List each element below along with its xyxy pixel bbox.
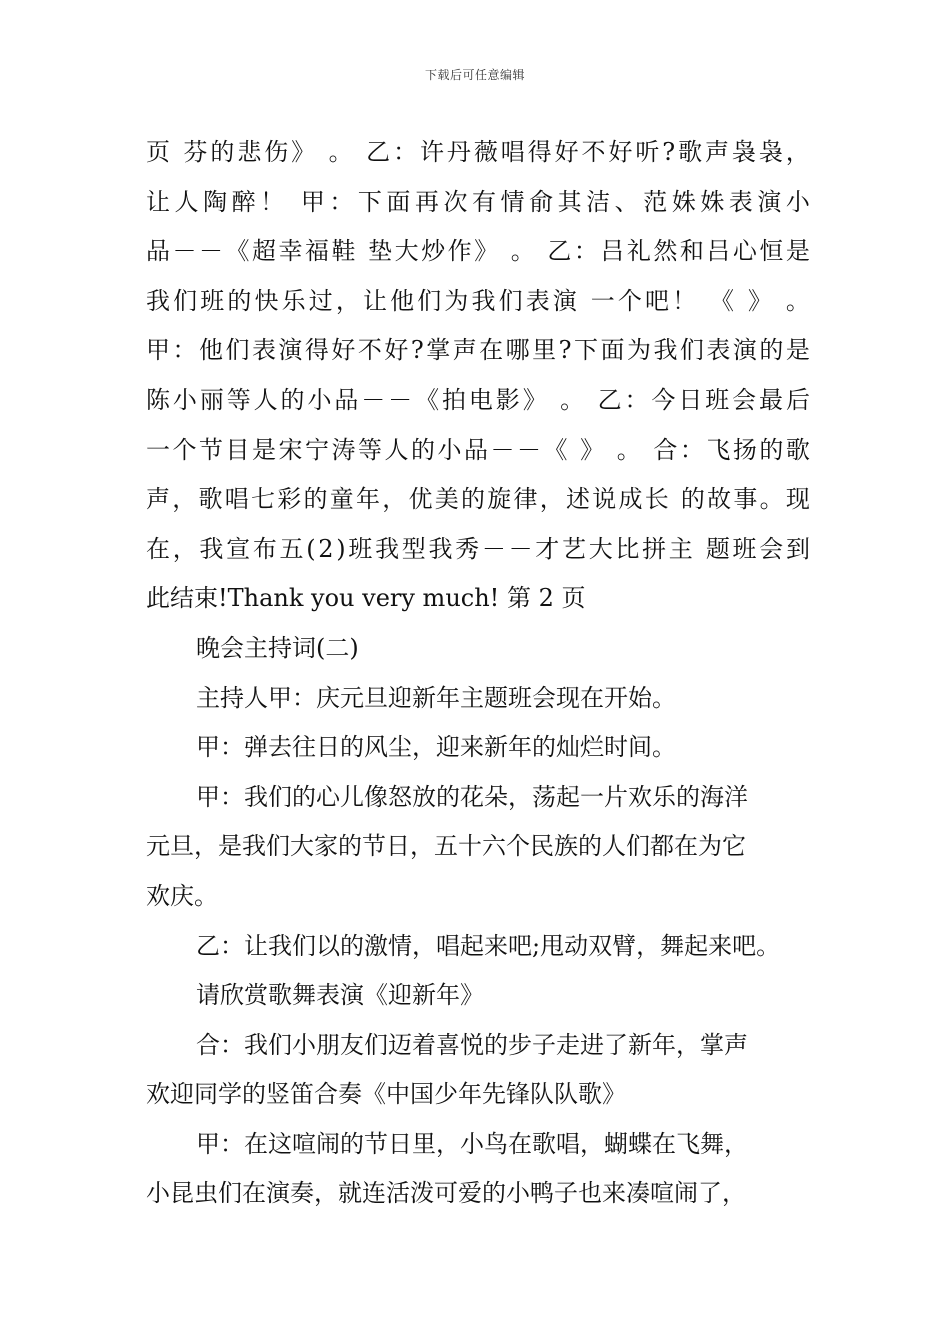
text-line: 此结束!Thank you very much! 第 2 页 xyxy=(146,584,586,613)
text-line: 主持人甲：庆元旦迎新年主题班会现在开始。 xyxy=(196,683,676,712)
text-line: 甲：在这喧闹的节日里，小鸟在歌唱，蝴蝶在飞舞， xyxy=(196,1129,748,1158)
text-line: 一 个 节 目 是 宋 宁 涛 等 人 的 小 品 － － 《 》 。 合 ： 飞 扬 的 歌 xyxy=(146,435,810,464)
text-line: 乙：让我们以的激情，唱起来吧;甩动双臂，舞起来吧。 xyxy=(196,931,781,960)
text-line: 甲：弹去往日的风尘，迎来新年的灿烂时间。 xyxy=(196,733,676,762)
text-line: 合：我们小朋友们迈着喜悦的步子走进了新年，掌声 xyxy=(196,1030,748,1059)
text-line: 小昆虫们在演奏，就连活泼可爱的小鸭子也来凑喧闹了， xyxy=(146,1179,746,1208)
page-header: 下载后可任意编辑 xyxy=(424,68,525,82)
text-line: 页 芬 的 悲 伤 》 。 乙 ： 许 丹 薇 唱 得 好 不 好 听 ? 歌 声 袅 袅 ， xyxy=(146,138,810,166)
text-line: 声 ， 歌 唱 七 彩 的 童 年 ， 优 美 的 旋 律 ， 述 说 成 长 的 故 事 。 现 xyxy=(146,485,810,514)
document-body xyxy=(146,128,810,1219)
text-line: 甲：我们的心儿像怒放的花朵，荡起一片欢乐的海洋 xyxy=(196,782,748,811)
text-line: 欢迎同学的竖笛合奏《中国少年先锋队队歌》 xyxy=(146,1080,626,1109)
text-line: 在 ， 我 宣 布 五 ( 2 ) 班 我 型 我 秀 － － 才 艺 大 比 拼 主 题 班 会 到 xyxy=(146,534,810,563)
text-line: 品 － － 《 超 幸 福 鞋 垫 大 炒 作 》 。 乙 ： 吕 礼 然 和 吕 心 恒 是 xyxy=(146,237,810,266)
text-line: 元旦，是我们大家的节日，五十六个民族的人们都在为它 xyxy=(146,832,746,861)
text-line: 我 们 班 的 快 乐 过 ， 让 他 们 为 我 们 表 演 一 个 吧 ！ 《 》 。 xyxy=(146,286,810,315)
text-line: 欢庆。 xyxy=(146,881,218,910)
text-line: 甲 ： 他 们 表 演 得 好 不 好 ? 掌 声 在 哪 里 ? 下 面 为 我 们 表 演 的 是 xyxy=(146,336,810,365)
section-title: 晚会主持词(二) xyxy=(196,633,359,662)
text-line: 陈 小 丽 等 人 的 小 品 － － 《 拍 电 影 》 。 乙 ： 今 日 班 会 最 后 xyxy=(146,385,810,414)
text-line: 让 人 陶 醉 ！ 甲 ： 下 面 再 次 有 情 俞 其 洁 、 范 姝 姝 表 演 小 xyxy=(146,187,810,216)
text-line: 请欣赏歌舞表演《迎新年》 xyxy=(196,981,484,1010)
